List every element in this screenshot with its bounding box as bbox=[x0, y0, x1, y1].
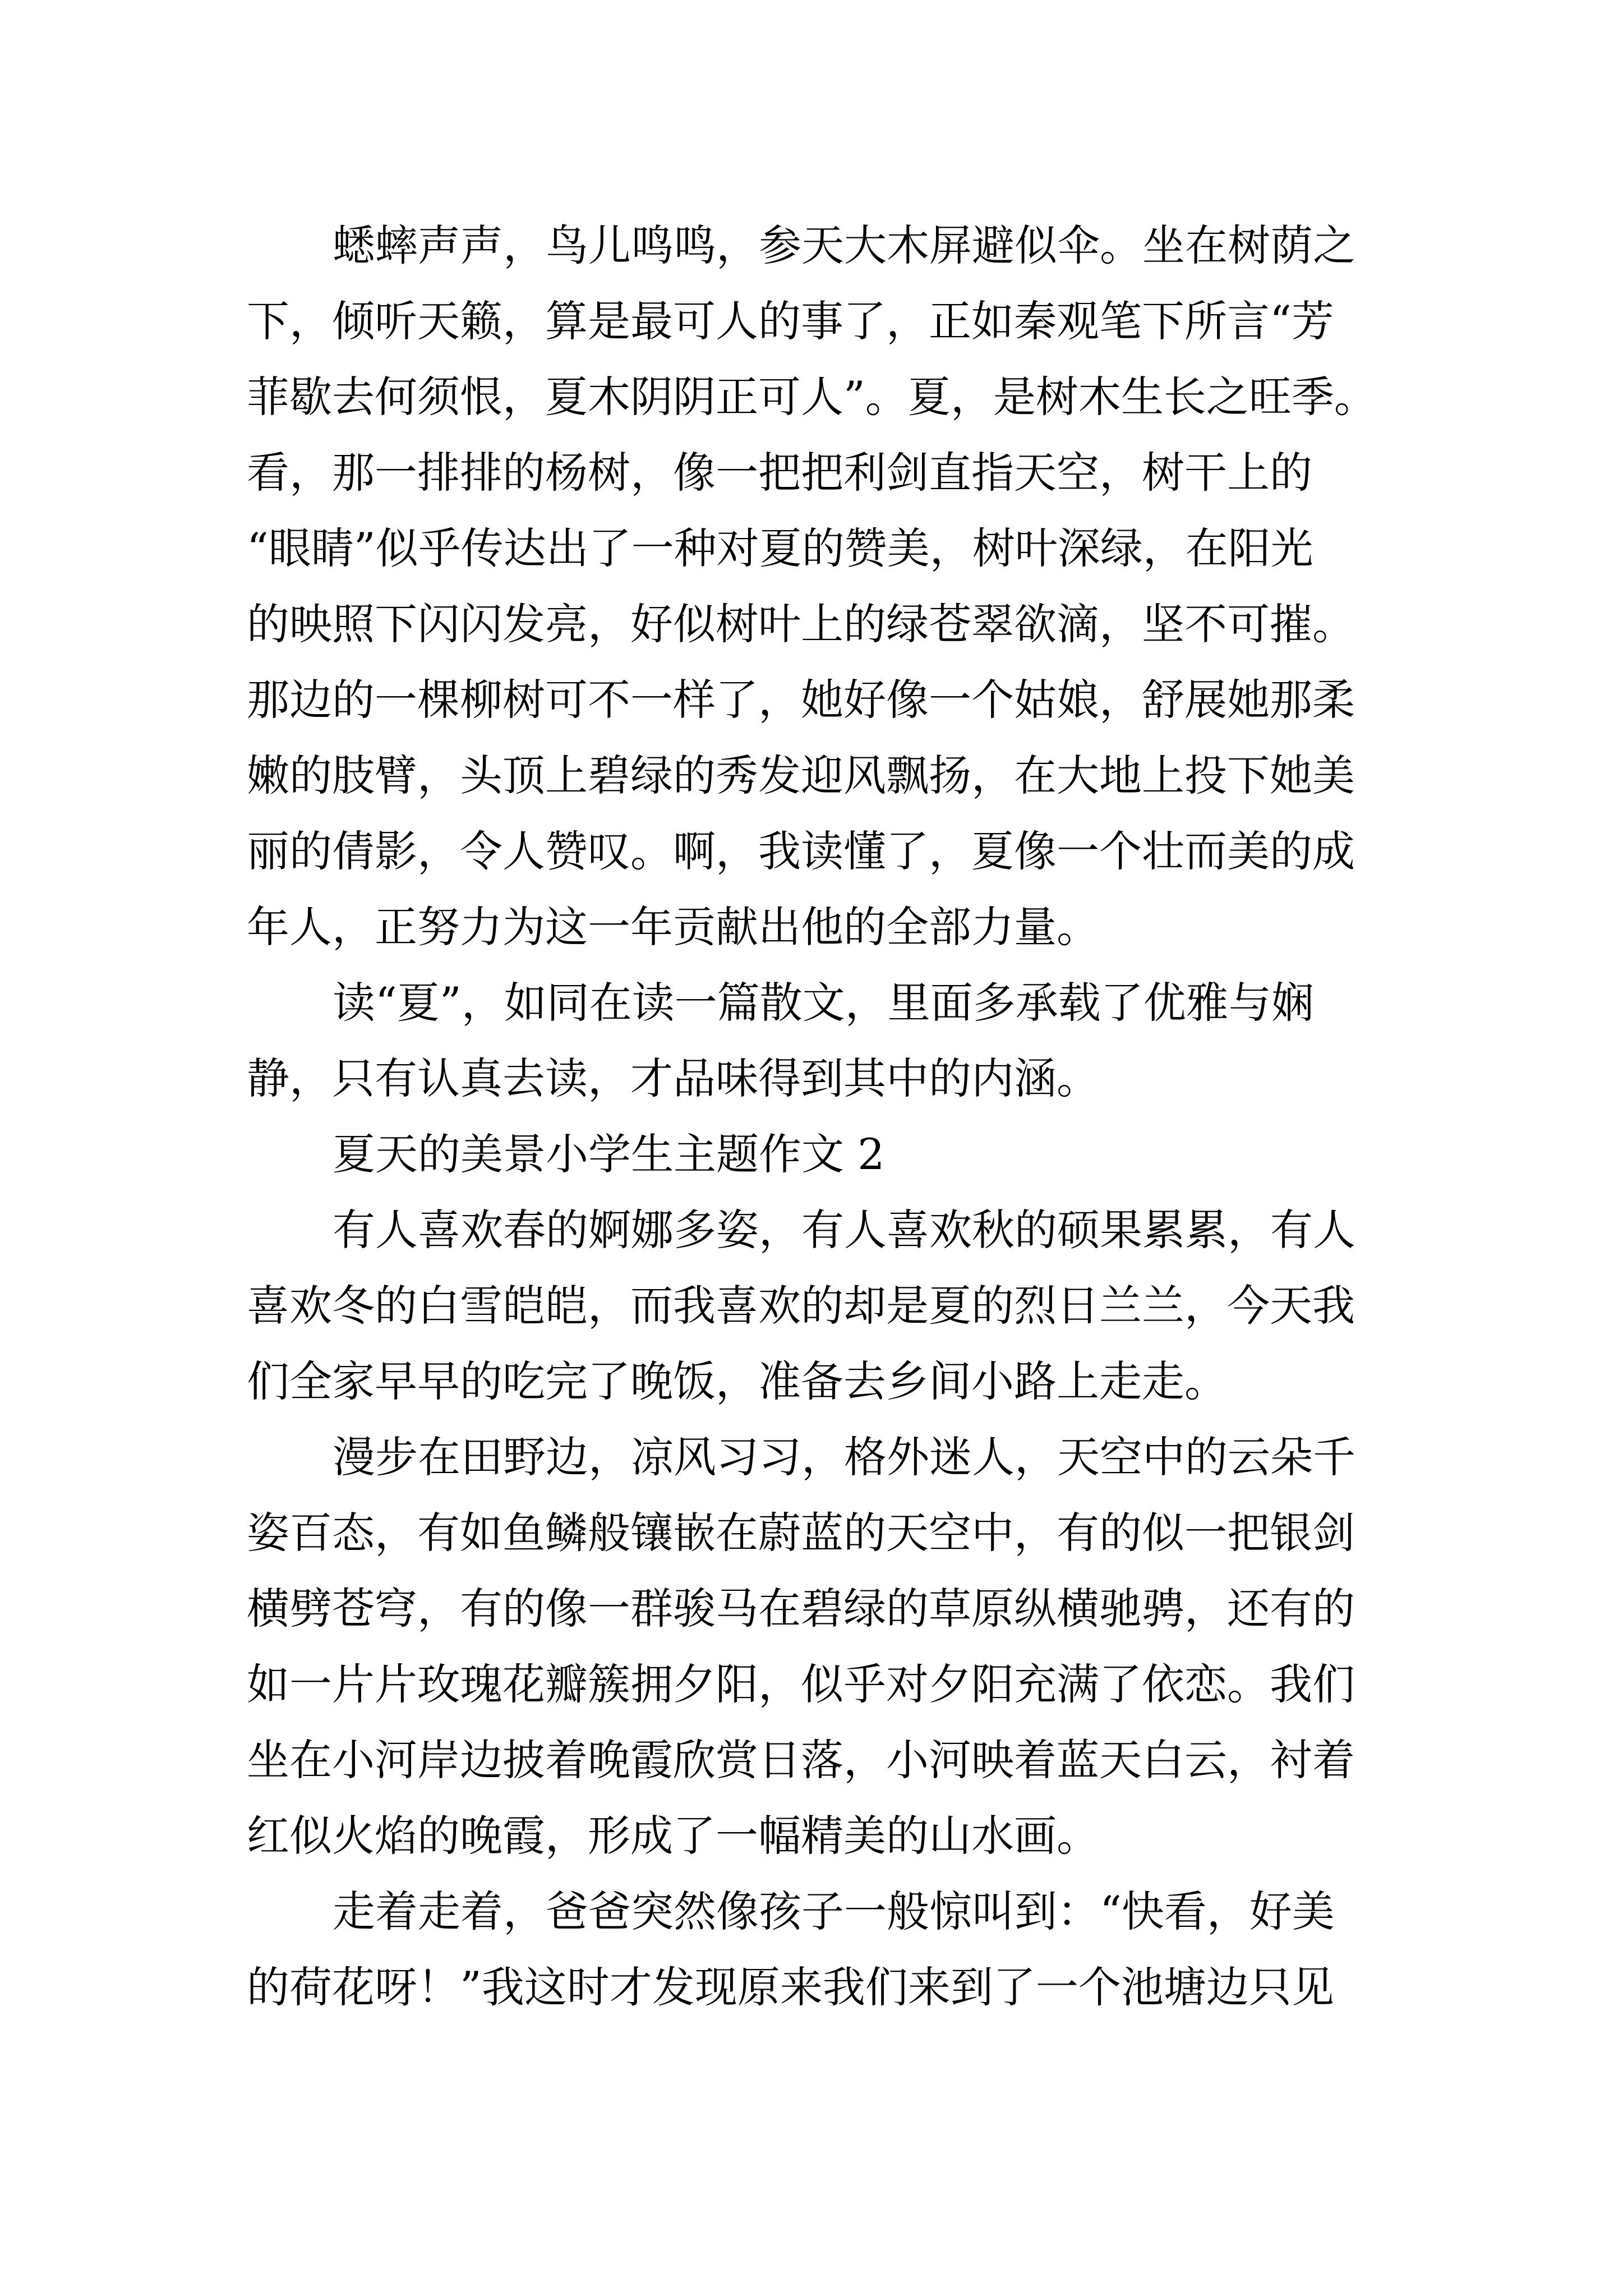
text-line: 漫步在田野边，凉风习习，格外迷人，天空中的云朵千 bbox=[333, 1432, 1355, 1482]
text-line: 有人喜欢春的婀娜多姿，有人喜欢秋的硕果累累，有人 bbox=[333, 1205, 1355, 1255]
text-line: 看，那一排排的杨树，像一把把利剑直指天空，树干上的 bbox=[247, 448, 1312, 498]
text-line: 丽的倩影，令人赞叹。啊，我读懂了，夏像一个壮而美的成 bbox=[247, 826, 1355, 876]
text-line: 喜欢冬的白雪皑皑，而我喜欢的却是夏的烈日兰兰，今天我 bbox=[247, 1281, 1355, 1331]
text-line: 静，只有认真去读，才品味得到其中的内涵。 bbox=[247, 1053, 1099, 1103]
text-line: “眼睛”似乎传达出了一种对夏的赞美，树叶深绿，在阳光 bbox=[247, 523, 1313, 573]
text-line: 下，倾听天籁，算是最可人的事了，正如秦观笔下所言“芳 bbox=[247, 296, 1334, 346]
text-line: 姿百态，有如鱼鳞般镶嵌在蔚蓝的天空中，有的似一把银剑 bbox=[247, 1508, 1355, 1558]
text-line: 走着走着，爸爸突然像孩子一般惊叫到：“快看，好美 bbox=[333, 1887, 1335, 1936]
paragraph bbox=[247, 1192, 1380, 1419]
text-line: 们全家早早的吃完了晚饭，准备去乡间小路上走走。 bbox=[247, 1356, 1227, 1406]
heading-text: 夏天的美景小学生主题作文 2 bbox=[333, 1129, 885, 1179]
paragraph bbox=[247, 1874, 1380, 2025]
paragraph bbox=[247, 1419, 1380, 1874]
paragraph bbox=[247, 208, 1380, 965]
text-line: 嫩的肢臂，头顶上碧绿的秀发迎风飘扬，在大地上投下她美 bbox=[247, 751, 1355, 800]
text-line: 年人，正努力为这一年贡献出他的全部力量。 bbox=[247, 902, 1099, 952]
text-line: 坐在小河岸边披着晚霞欣赏日落，小河映着蓝天白云，衬着 bbox=[247, 1735, 1355, 1785]
section-heading bbox=[247, 1116, 1380, 1192]
paragraph bbox=[247, 965, 1380, 1116]
text-line: 红似火焰的晚霞，形成了一幅精美的山水画。 bbox=[247, 1811, 1099, 1861]
document-body bbox=[247, 208, 1380, 2025]
text-line: 横劈苍穹，有的像一群骏马在碧绿的草原纵横驰骋，还有的 bbox=[247, 1584, 1355, 1634]
text-line: 的荷花呀！”我这时才发现原来我们来到了一个池塘边只见 bbox=[247, 1962, 1334, 2012]
text-line: 如一片片玫瑰花瓣簇拥夕阳，似乎对夕阳充满了依恋。我们 bbox=[247, 1659, 1355, 1709]
text-line: 那边的一棵柳树可不一样了，她好像一个姑娘，舒展她那柔 bbox=[247, 675, 1355, 725]
text-line: 蟋蟀声声，鸟儿鸣鸣，参天大木屏避似伞。坐在树荫之 bbox=[333, 220, 1355, 270]
text-line: 菲歇去何须恨，夏木阴阴正可人”。夏，是树木生长之旺季。 bbox=[247, 372, 1377, 422]
text-line: 的映照下闪闪发亮，好似树叶上的绿苍翠欲滴，坚不可摧。 bbox=[247, 599, 1355, 649]
text-line: 读“夏”，如同在读一篇散文，里面多承载了优雅与娴 bbox=[333, 978, 1314, 1028]
